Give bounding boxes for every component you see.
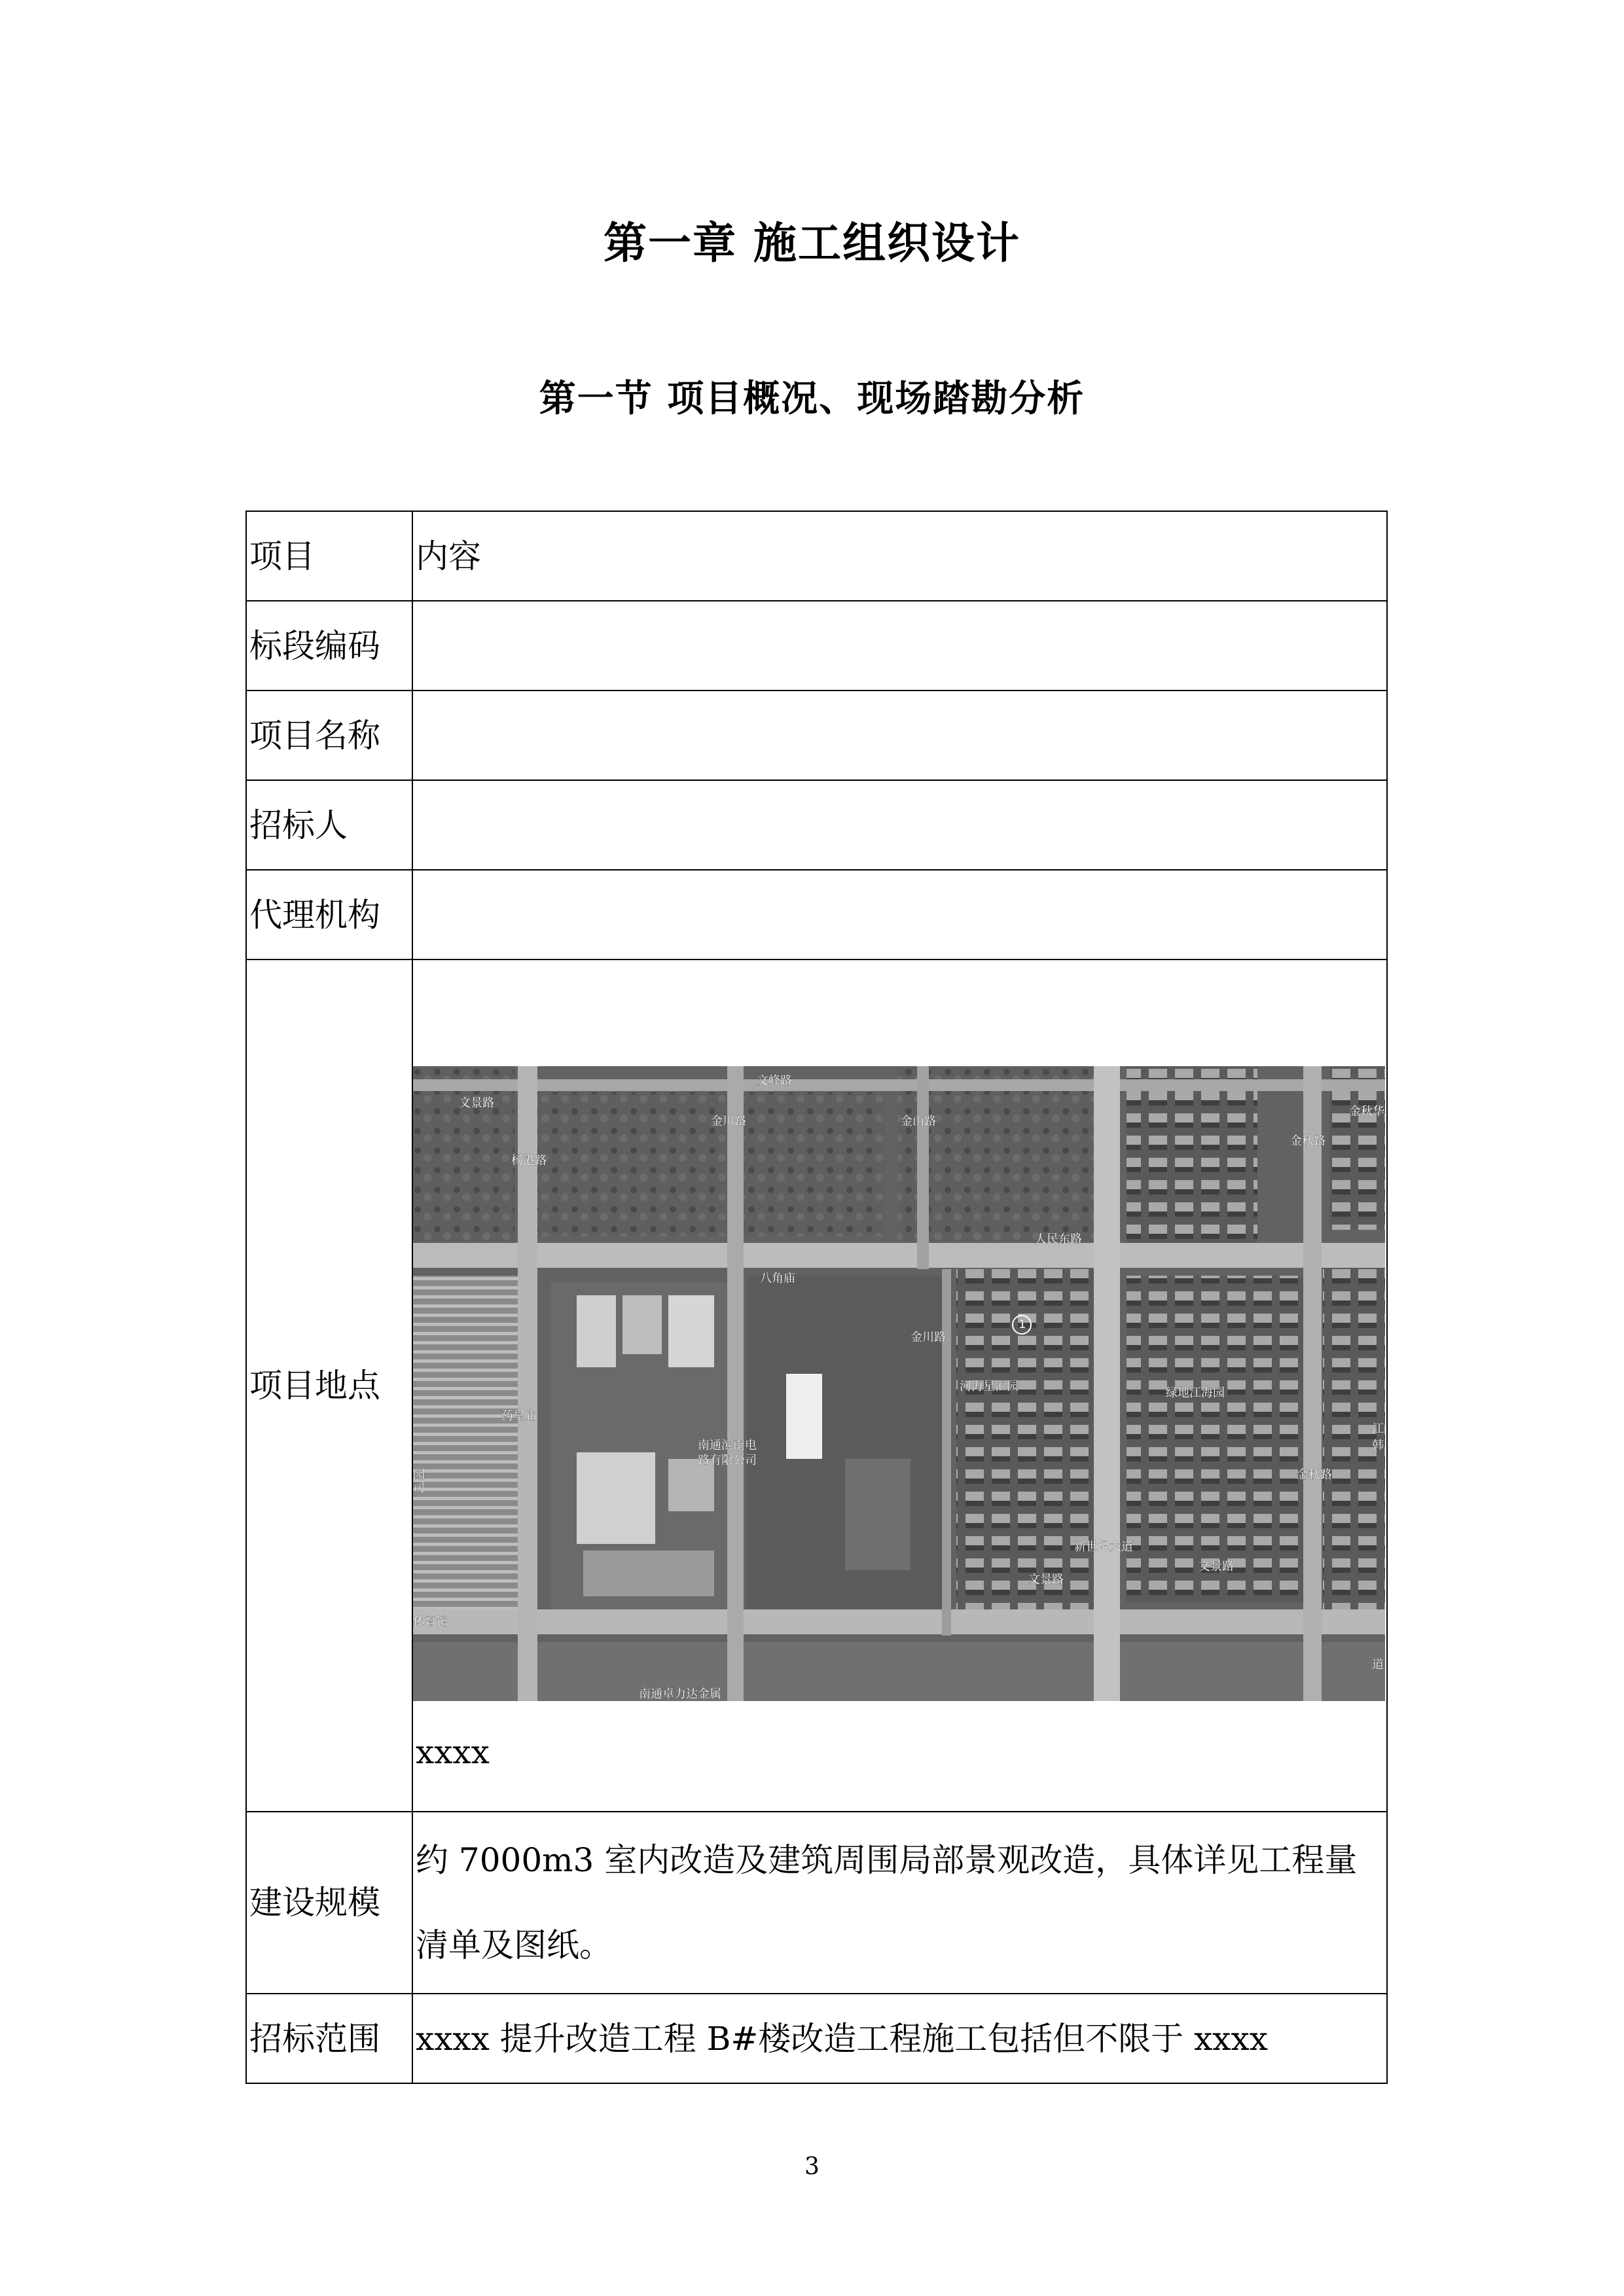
chapter-title: 第一章 施工组织设计 bbox=[604, 218, 1020, 268]
table-header-row bbox=[246, 511, 1387, 601]
map-label: 金山路 bbox=[901, 1115, 936, 1128]
row-value bbox=[412, 870, 1387, 960]
map-label: 绿地江海园 bbox=[1166, 1386, 1225, 1400]
map-label: 南通卓力达金属 bbox=[639, 1687, 721, 1701]
row-value bbox=[412, 691, 1387, 780]
row-label: 招标范围 bbox=[246, 1994, 412, 2083]
map-label: 文景路 bbox=[1028, 1573, 1064, 1587]
map-label: 金秋路 bbox=[1297, 1468, 1332, 1482]
row-value: xxxx 提升改造工程 B#楼改造工程施工包括但不限于 xxxx bbox=[412, 1994, 1387, 2083]
page-number: 3 bbox=[804, 2153, 820, 2180]
row-label: 代理机构 bbox=[246, 870, 412, 960]
table-row-scope bbox=[246, 1994, 1387, 2083]
map-label: 新世纪大道 bbox=[1074, 1540, 1133, 1554]
map-label: 司 bbox=[413, 1481, 425, 1495]
location-cell bbox=[412, 960, 1387, 1812]
map-label: 江 bbox=[1372, 1422, 1384, 1436]
row-label: 项目名称 bbox=[246, 691, 412, 780]
map-label: 杨港路 bbox=[511, 1154, 547, 1168]
header-value: 内容 bbox=[412, 511, 1387, 601]
map-label: 文峰路 bbox=[757, 1074, 792, 1088]
map-label: 路有限公司 bbox=[698, 1454, 757, 1467]
map-label: 河海星汇园 bbox=[960, 1380, 1019, 1393]
table-row-project-name bbox=[246, 691, 1387, 780]
map-label: 人民东路 bbox=[1035, 1232, 1082, 1246]
row-label: 建设规模 bbox=[246, 1812, 412, 1994]
row-label: 标段编码 bbox=[246, 601, 412, 691]
map-label: 金川路 bbox=[911, 1331, 946, 1344]
header-label: 项目 bbox=[246, 511, 412, 601]
row-value bbox=[412, 601, 1387, 691]
map-label: 道 bbox=[1372, 1658, 1384, 1672]
row-value: 约 7000m3 室内改造及建筑周围局部景观改造，具体详见工程量清单及图纸。 bbox=[412, 1812, 1387, 1994]
map-label: 八角庙 bbox=[760, 1272, 795, 1285]
map-label: 南通滨南电 bbox=[698, 1439, 757, 1452]
table-row-location bbox=[246, 960, 1387, 1812]
map-label: 金秋华 bbox=[1349, 1105, 1384, 1119]
row-value bbox=[412, 780, 1387, 870]
map-label: 文景路 bbox=[459, 1096, 494, 1110]
map-label: 园 bbox=[413, 1468, 425, 1482]
map-marker: 1 bbox=[1019, 1318, 1026, 1331]
satellite-map-image bbox=[413, 1066, 1385, 1701]
row-label: 项目地点 bbox=[246, 960, 412, 1812]
map-label: 金川路 bbox=[711, 1115, 746, 1128]
map-label: 金秋路 bbox=[1290, 1134, 1326, 1148]
table-row-scale bbox=[246, 1812, 1387, 1994]
section-title: 第一节 项目概况、现场踏勘分析 bbox=[539, 378, 1085, 420]
map-label: 药皇庙 bbox=[501, 1409, 537, 1423]
map-label: 文景路 bbox=[1199, 1560, 1234, 1573]
map-label: 体育馆 bbox=[413, 1615, 448, 1629]
location-caption: xxxx bbox=[416, 1733, 490, 1771]
row-label: 招标人 bbox=[246, 780, 412, 870]
table-row-agency bbox=[246, 870, 1387, 960]
map-label: 韩 bbox=[1372, 1439, 1384, 1452]
table-row-tenderer bbox=[246, 780, 1387, 870]
table-row-section-code bbox=[246, 601, 1387, 691]
project-info-table bbox=[245, 511, 1388, 2084]
